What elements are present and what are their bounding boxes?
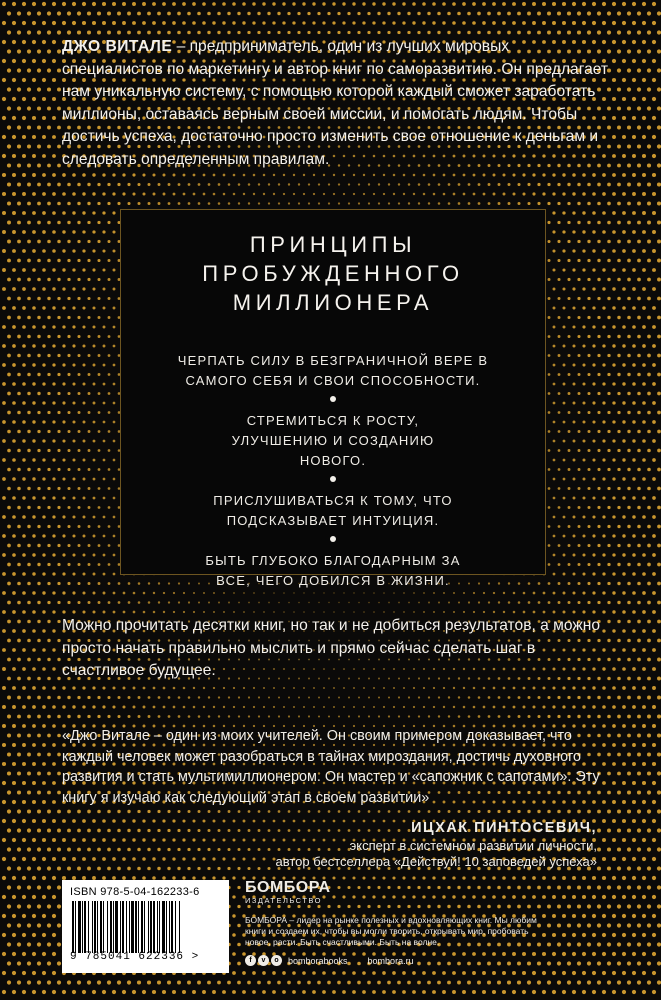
isbn-barcode [62,880,229,973]
author-bio-text: – предприниматель, один из лучших мировых специалистов по маркетингу и автор книг по саморазвитию. Он предлагает нам уникальную систему, с помощью которой каждый сможет заработать миллионы, оставаясь верным своей миссии, и помогать людям. Чтобы достичь успеха, достаточно просто изменить свое отношение к деньгам и следовать определенным правилам. [62,38,609,168]
instagram-icon: o [271,955,282,966]
bullet-dot-icon [330,536,336,542]
author-name: ДЖО ВИТАЛЕ [62,38,173,55]
principles-box [120,209,546,588]
main-paragraph: Можно прочитать десятки книг, но так и не добиться результатов, а можно просто начать правильно мыслить и прямо сейчас сделать шаг в счастливое будущее. [62,617,601,679]
facebook-icon: f [245,955,256,966]
social-icons [245,955,282,966]
barcode-bars [70,901,221,953]
quote-author-role: автор бестселлера «Действуй! 10 заповедей успеха» [275,854,597,869]
publisher-block [245,880,615,966]
social-handle[interactable]: bomborabooks [288,955,348,966]
quote-attribution [275,818,597,870]
vk-icon: v [258,955,269,966]
principles-title-line: ПРИНЦИПЫ [249,232,417,257]
principle-item: ЧЕРПАТЬ СИЛУ В БЕЗГРАНИЧНОЙ ВЕРЕ В САМОГО СЕБЯ И СВОИ СПОСОБНОСТИ. [177,353,489,388]
testimonial-quote: «Джо Витале – один из моих учителей. Он своим примером доказывает, что каждый человек может разобраться в тайнах мироздания, достичь духовного развития и стать мультимиллионером. Он мастер и «сапожник с сапогами». Эту книгу я изучаю как следующий этап в своем развитии» [62,728,600,806]
publisher-logo: БОМБОРА [245,879,331,896]
isbn-text: ISBN 978-5-04-162233-6 [70,886,200,898]
bullet-dot-icon [330,396,336,402]
bullet-dot-icon [330,476,336,482]
publisher-description: БОМБОРА – лидер на рынке полезных и вдохновляющих книг. Мы любим книги и создаем их, чтобы вы могли творить, открывать мир, пробовать новое, расти. Быть счастливыми. Быть на волне. [245,915,537,947]
publisher-links [245,955,615,966]
principles-title-line: МИЛЛИОНЕРА [232,290,434,315]
principle-item: ПРИСЛУШИВАТЬСЯ К ТОМУ, ЧТО ПОДСКАЗЫВАЕТ ИНТУИЦИЯ. [213,493,453,528]
principles-list [121,351,545,591]
principle-item: СТРЕМИТЬСЯ К РОСТУ, УЛУЧШЕНИЮ И СОЗДАНИЮ НОВОГО. [231,413,435,468]
barcode-number: 9 785041 622336 > [70,951,200,963]
principles-title-line: ПРОБУЖДЕННОГО [202,261,464,286]
publisher-website[interactable]: bombora.ru [367,955,414,966]
principles-title [121,230,545,317]
quote-author-name: ИЦХАК ПИНТОСЕВИЧ, [411,820,597,836]
quote-author-role: эксперт в системном развитии личности, [349,838,597,853]
principle-item: БЫТЬ ГЛУБОКО БЛАГОДАРНЫМ ЗА ВСЕ, ЧЕГО ДОБИЛСЯ В ЖИЗНИ. [205,553,461,588]
publisher-subtitle: ИЗДАТЕЛЬСТВО [245,896,323,905]
author-bio [62,36,610,171]
